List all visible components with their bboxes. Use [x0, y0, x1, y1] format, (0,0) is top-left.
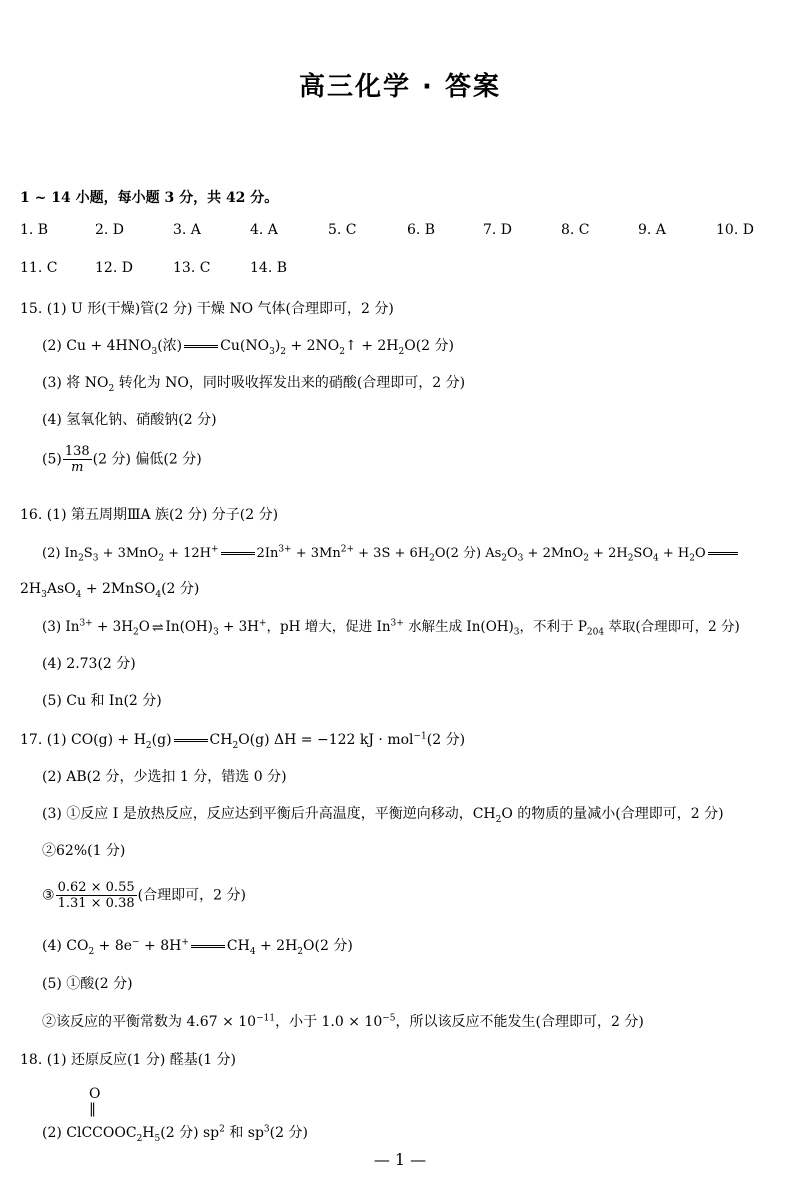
q17-part3-2: ②62%(1 分) [42, 843, 126, 859]
equals-sign [184, 345, 218, 348]
q17-part5: (5) ①酸(2 分) [42, 976, 133, 992]
q15-part3: (3) 将 $NO_2$ 转化为 NO，同时吸收挥发出来的硝酸(合理即可，2 分) [42, 375, 466, 394]
q16-part1: 16. (1) 第五周期ⅢA 族(2 分) 分子(2 分) [20, 507, 279, 523]
q16-part4: (4) 2.73(2 分) [42, 656, 136, 672]
mc-answer: 13. C [173, 260, 211, 276]
section-header: 1 ~ 14 小题，每小题 3 分，共 42 分。 [20, 190, 279, 206]
q18-part1: 18. (1) 还原反应(1 分) 醛基(1 分) [20, 1052, 237, 1068]
mc-answer: 5. C [328, 222, 357, 238]
mc-answer: 6. B [407, 222, 436, 238]
equals-sign [708, 552, 738, 555]
q18-part2: (2) $ClCCOOC_2H_5(2$ 分) $sp^2$ 和 $sp^3(2$ 分) [42, 1124, 308, 1144]
page-number: — 1 — [373, 1150, 427, 1169]
mc-answers-row-2 [20, 260, 420, 280]
q15-part4: (4) 氢氧化钠、硝酸钠(2 分) [42, 412, 217, 428]
q15-part1: 15. (1) U 形(干燥)管(2 分) 干燥 NO 气体(合理即可，2 分) [20, 301, 394, 317]
equals-sign [221, 552, 255, 555]
mc-answer: 12. D [95, 260, 133, 276]
page-title: 高三化学 · 答案 [299, 72, 501, 102]
fraction: $\frac{138}{m}$ [64, 444, 90, 475]
mc-answer: 9. A [638, 222, 666, 238]
double-bond-icon: ‖ [89, 1101, 96, 1117]
q17-part3-3: ③ $\frac{0.62 \times 0.55}{1.31 \times 0.38}$ (合理即可，2 分) [42, 880, 246, 911]
mc-answer: 11. C [20, 260, 58, 276]
reversible-arrow-icon: ⇌ [151, 619, 164, 636]
q16-part2-cont: $2H_3AsO_4$ + 2MnSO$_4$(2 分) [20, 581, 200, 600]
q17-part3: (3) ①反应 Ⅰ 是放热反应，反应达到平衡后升高温度，平衡逆向移动，$CH_2O$ 的物质的量减小(合理即可，2 分) [42, 806, 724, 825]
q16-part2: (2) $In_2S_3 + 3MnO_2 + 12H^+$ $2In^{3+} + 3Mn^{2+} + 3S + 6H_2O(2$ 分) $As_2O_3 + 2MnO_2 + 2H_2SO_4 + H_2O$ [42, 542, 740, 564]
mc-answer: 7. D [483, 222, 513, 238]
carbonyl-oxygen: O [89, 1086, 101, 1102]
q15-part2: (2) $Cu + 4HNO_3$(浓) $Cu(NO_3)_2$ + $2NO_2↑ + 2H_2O(2$ 分) [42, 338, 454, 357]
q17-part1: 17. (1) $CO(g) + H_2(g)$ $CH_2O(g) \Delta H = -122$ kJ · mol$^{-1}$(2 分) [20, 731, 466, 751]
mc-answer: 8. C [561, 222, 590, 238]
q17-part2: (2) AB(2 分，少选扣 1 分，错选 0 分) [42, 769, 287, 785]
mc-answer: 14. B [250, 260, 288, 276]
q16-part5: (5) Cu 和 In(2 分) [42, 693, 162, 709]
mc-answer: 3. A [173, 222, 201, 238]
mc-answer: 2. D [95, 222, 125, 238]
equals-sign [174, 739, 208, 742]
mc-answers-row-1 [20, 222, 790, 242]
mc-answer: 1. B [20, 222, 49, 238]
equals-sign [191, 945, 225, 948]
mc-answer: 10. D [716, 222, 754, 238]
q17-part4: (4) $CO_2 + 8e^- + 8H^+$ $CH_4 + 2H_2O(2$ 分) [42, 937, 353, 957]
q17-part5-2: ②该反应的平衡常数为 $4.67 \times 10^{-11}$，小于 $1.0 \times 10^{-5}$，所以该反应不能发生(合理即可，2 分) [42, 1013, 644, 1030]
mc-answer: 4. A [250, 222, 278, 238]
q15-part5: (5) $\frac{138}{m}$ (2 分) 偏低(2 分) [42, 444, 202, 475]
q16-part3: (3) $In^{3+} + 3H_2O$ ⇌ $In(OH)_3 + 3H^+$，pH 增大，促进 $In^{3+}$ 水解生成 $In(OH)_3$，不利于 $P_{204}$ 萃取(合理即可，2 分) [42, 618, 740, 638]
fraction: $\frac{0.62 \times 0.55}{1.31 \times 0.38}$ [57, 880, 135, 911]
